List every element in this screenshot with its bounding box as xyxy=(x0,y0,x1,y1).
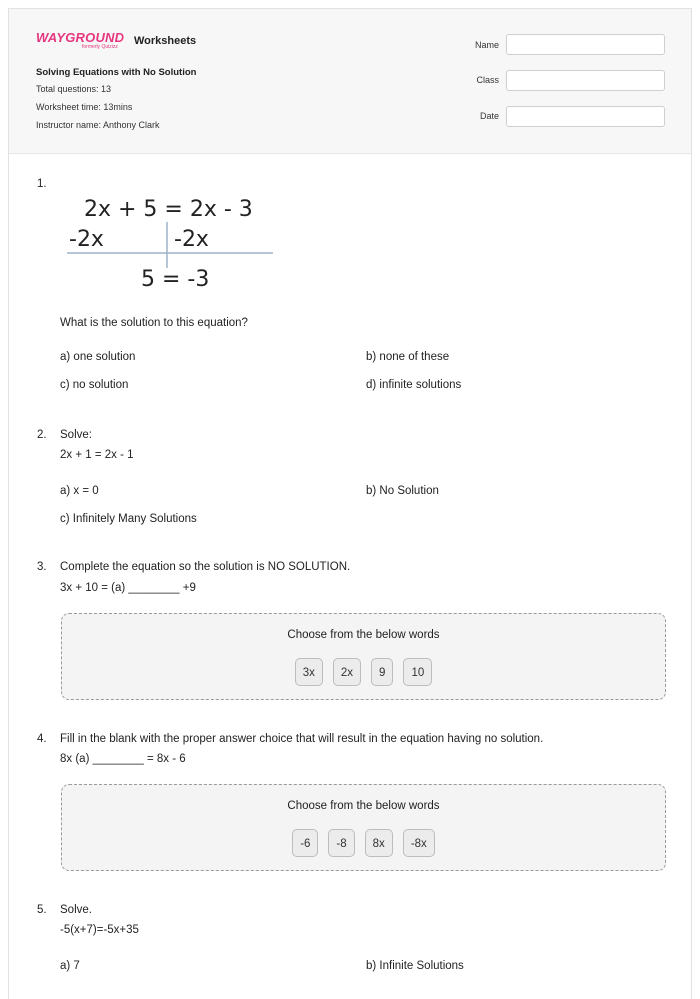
word-chip[interactable]: -8 xyxy=(328,829,354,857)
question-4-equation: 8x (a) ________ = 8x - 6 xyxy=(60,753,186,765)
worksheet-header xyxy=(9,9,691,154)
question-4-text: Fill in the blank with the proper answer choice that will result in the equation having no solution. xyxy=(60,733,544,745)
word-chip[interactable]: 9 xyxy=(371,658,393,686)
equation-line-3: 5 = -3 xyxy=(141,267,210,292)
question-4-word-bank xyxy=(61,784,666,871)
question-5-text: Solve. xyxy=(60,904,92,916)
word-chip[interactable]: 2x xyxy=(333,658,361,686)
word-chip[interactable]: 8x xyxy=(365,829,393,857)
wayground-logo: WAYGROUND formerly Quizizz xyxy=(36,30,125,50)
question-2-option-a[interactable]: a) x = 0 xyxy=(60,485,99,497)
question-1-text: What is the solution to this equation? xyxy=(60,317,248,329)
question-4-number: 4. xyxy=(37,733,47,745)
word-bank-title: Choose from the below words xyxy=(287,629,440,641)
word-chip[interactable]: 3x xyxy=(295,658,323,686)
question-1-option-a[interactable]: a) one solution xyxy=(60,351,136,363)
question-5-option-a[interactable]: a) 7 xyxy=(60,960,80,972)
word-bank-chips xyxy=(62,829,665,857)
name-field[interactable] xyxy=(506,34,665,55)
word-chip[interactable]: -8x xyxy=(403,829,435,857)
question-3-word-bank xyxy=(61,613,666,700)
date-label: Date xyxy=(479,111,499,121)
app-name: Worksheets xyxy=(134,35,197,47)
question-2-equation: 2x + 1 = 2x - 1 xyxy=(60,449,134,461)
equation-line-2-left: -2x xyxy=(69,227,104,252)
question-2-number: 2. xyxy=(37,429,47,441)
question-3-equation: 3x + 10 = (a) ________ +9 xyxy=(60,582,196,594)
question-5-equation: -5(x+7)=-5x+35 xyxy=(60,924,139,936)
question-5-number: 5. xyxy=(37,904,47,916)
question-1-option-d[interactable]: d) infinite solutions xyxy=(366,379,462,391)
class-field[interactable] xyxy=(506,70,665,91)
question-1-option-c[interactable]: c) no solution xyxy=(60,379,129,391)
question-1-number: 1. xyxy=(37,178,47,190)
worksheet xyxy=(8,8,692,999)
word-bank-chips xyxy=(62,658,665,686)
question-3-number: 3. xyxy=(37,561,47,573)
class-label: Class xyxy=(476,75,499,85)
word-chip[interactable]: 10 xyxy=(403,658,432,686)
instructor-name: Instructor name: Anthony Clark xyxy=(36,120,160,130)
total-questions: Total questions: 13 xyxy=(36,84,112,94)
word-chip[interactable]: -6 xyxy=(292,829,318,857)
question-1-option-b[interactable]: b) none of these xyxy=(366,351,450,363)
date-field[interactable] xyxy=(506,106,665,127)
worksheet-title: Solving Equations with No Solution xyxy=(36,67,197,78)
name-label: Name xyxy=(474,40,499,50)
question-2-option-b[interactable]: b) No Solution xyxy=(366,485,439,497)
worksheet-time: Worksheet time: 13mins xyxy=(36,102,133,112)
word-bank-title: Choose from the below words xyxy=(287,800,440,812)
question-5-option-b[interactable]: b) Infinite Solutions xyxy=(366,960,464,972)
question-2-text: Solve: xyxy=(60,429,92,441)
equation-line-1: 2x + 5 = 2x - 3 xyxy=(84,197,253,222)
equation-line-2-right: -2x xyxy=(174,227,209,252)
question-1-equation-image xyxy=(61,184,291,299)
question-3-text: Complete the equation so the solution is NO SOLUTION. xyxy=(60,561,351,573)
question-2-option-c[interactable]: c) Infinitely Many Solutions xyxy=(60,513,197,525)
